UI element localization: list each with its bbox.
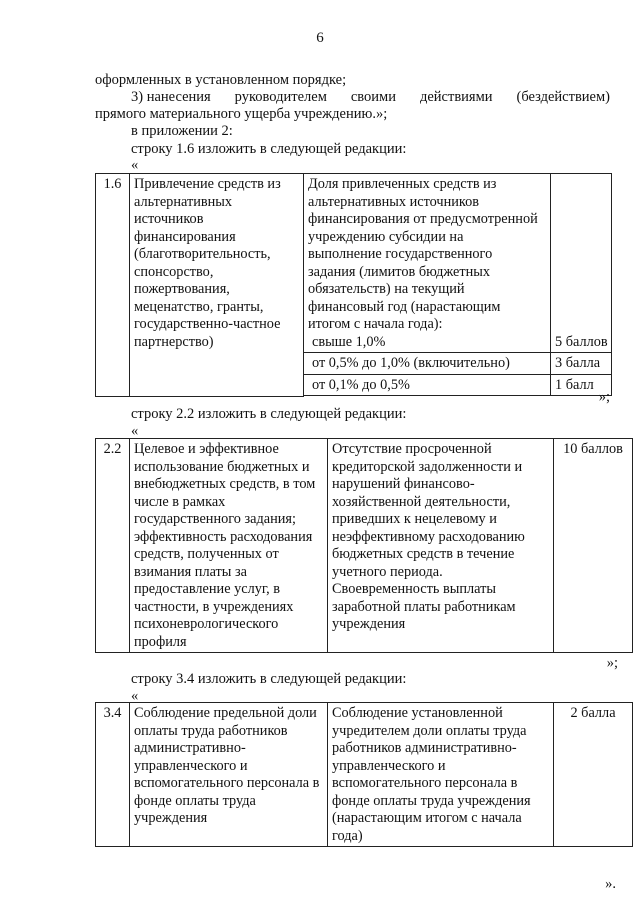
intro-word: 3) нанесения (131, 89, 211, 105)
intro-word: (бездействием) (516, 89, 610, 105)
criterion-cell: Соблюдение предельной доли оплаты труда работников административно- управленческого и вспомогательного персонала в фонде оплаты труда учреждения (130, 703, 328, 847)
intro-line-4: в приложении 2: (131, 123, 233, 139)
intro-line-2 (131, 89, 610, 106)
criterion-cell: Целевое и эффективное использование бюджетных и внебюджетных средств, в том числе в рамках государственного задания; эффективность расходования средств, полученных от взимания платы за предоставление услуг, в частности, в учреждениях психоневрологического профиля (130, 439, 328, 653)
row-number: 2.2 (96, 439, 130, 653)
indicator-cell: Доля привлеченных средств из альтернативных источников финансирования от предусмотренной учреждению субсидии на выполнение государственного задания (лимитов бюджетных обязательств) на текущий финансовый год (нарастающим итогом с начала года): свыше 1,0% (304, 174, 551, 353)
heading-row-2-2: строку 2.2 изложить в следующей редакции: (131, 406, 407, 422)
close-quote-3: ». (605, 876, 616, 892)
intro-word: действиями (419, 89, 493, 105)
heading-row-1-6: строку 1.6 изложить в следующей редакции: (131, 141, 407, 157)
score-cell: 2 балла (554, 703, 633, 847)
score-cell: 5 баллов (551, 174, 612, 353)
score-cell: 10 баллов (554, 439, 633, 653)
sub-label: свыше 1,0% (312, 333, 386, 350)
score-cell: 3 балла (551, 353, 612, 375)
table-row-1-6 (95, 173, 612, 397)
sub-label: от 0,1% до 0,5% (304, 374, 551, 396)
open-quote-3: « (131, 688, 139, 704)
intro-word: руководителем (234, 89, 327, 105)
open-quote-1: « (131, 157, 139, 173)
row-number: 3.4 (96, 703, 130, 847)
score-cell: 1 балл (551, 374, 612, 396)
page-number: 6 (316, 30, 324, 46)
sub-label: от 0,5% до 1,0% (включительно) (304, 353, 551, 375)
criterion-cell: Привлечение средств из альтернативных источников финансирования (благотворительность, спонсорство, пожертвования, меценатство, гранты, государственно-частное партнерство) (130, 174, 304, 397)
indicator-cell: Отсутствие просроченной кредиторской задолженности и нарушений финансово- хозяйственной деятельности, приведших к нецелевому и неэффективному расходованию бюджетных средств в течение учетного периода. Своевременность выплаты заработной платы работникам учреждения (328, 439, 554, 653)
intro-line-1: оформленных в установленном порядке; (95, 72, 347, 88)
table-row-3-4 (95, 702, 633, 847)
indicator-cell: Соблюдение установленной учредителем доли оплаты труда работников административно- управленческого и вспомогательного персонала в фонде оплаты труда учреждения (нарастающим итогом с начала года) (328, 703, 554, 847)
intro-word: своими (350, 89, 396, 105)
open-quote-2: « (131, 423, 139, 439)
intro-line-3: прямого материального ущерба учреждению.»; (95, 106, 388, 122)
close-quote-2: »; (606, 655, 618, 671)
heading-row-3-4: строку 3.4 изложить в следующей редакции: (131, 671, 407, 687)
close-quote-1: »; (598, 389, 610, 405)
row-number: 1.6 (96, 174, 130, 397)
table-row-2-2 (95, 438, 633, 653)
